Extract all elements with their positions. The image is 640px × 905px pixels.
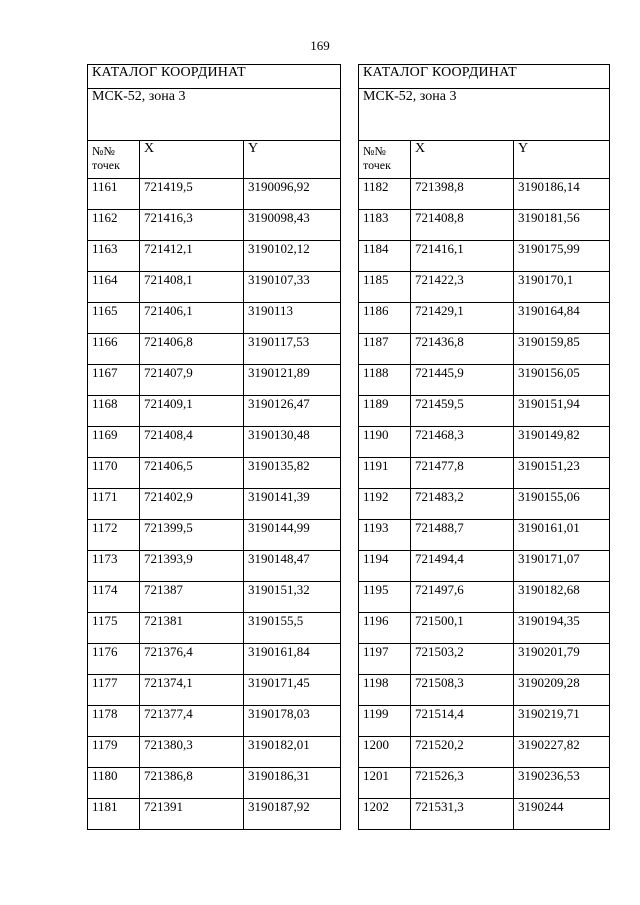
table-row xyxy=(359,737,610,768)
x-coordinate-cell: 721393,9 xyxy=(140,551,244,582)
point-number-cell: 1178 xyxy=(88,706,140,737)
y-coordinate-cell: 3190175,99 xyxy=(514,241,610,272)
point-number-cell: 1191 xyxy=(359,458,411,489)
x-coordinate-cell: 721398,8 xyxy=(411,179,514,210)
point-number-cell: 1171 xyxy=(88,489,140,520)
y-coordinate-cell: 3190178,03 xyxy=(244,706,341,737)
point-number-cell: 1200 xyxy=(359,737,411,768)
x-coordinate-cell: 721377,4 xyxy=(140,706,244,737)
y-coordinate-cell: 3190186,31 xyxy=(244,768,341,799)
table-row xyxy=(359,365,610,396)
table-row xyxy=(88,644,341,675)
table-row xyxy=(359,458,610,489)
table-row xyxy=(88,458,341,489)
y-coordinate-cell: 3190098,43 xyxy=(244,210,341,241)
point-number-cell: 1166 xyxy=(88,334,140,365)
table-row xyxy=(359,768,610,799)
y-coordinate-cell: 3190135,82 xyxy=(244,458,341,489)
table-row xyxy=(359,644,610,675)
point-number-cell: 1192 xyxy=(359,489,411,520)
x-coordinate-cell: 721488,7 xyxy=(411,520,514,551)
table-row xyxy=(359,272,610,303)
x-coordinate-cell: 721429,1 xyxy=(411,303,514,334)
point-number-cell: 1181 xyxy=(88,799,140,830)
point-number-cell: 1173 xyxy=(88,551,140,582)
table-row xyxy=(88,520,341,551)
point-number-cell: 1194 xyxy=(359,551,411,582)
x-coordinate-cell: 721531,3 xyxy=(411,799,514,830)
point-number-cell: 1199 xyxy=(359,706,411,737)
point-number-cell: 1195 xyxy=(359,582,411,613)
point-number-header-line1: №№ xyxy=(92,144,115,158)
table-row xyxy=(88,706,341,737)
point-number-header xyxy=(88,141,140,179)
x-coordinate-cell: 721468,3 xyxy=(411,427,514,458)
table-row xyxy=(359,179,610,210)
point-number-cell: 1201 xyxy=(359,768,411,799)
table-row xyxy=(88,551,341,582)
point-number-header-line1: №№ xyxy=(363,144,386,158)
table-row xyxy=(88,799,341,830)
y-coordinate-cell: 3190159,85 xyxy=(514,334,610,365)
table-title: КАТАЛОГ КООРДИНАТ xyxy=(88,65,341,89)
y-coordinate-cell: 3190194,35 xyxy=(514,613,610,644)
point-number-cell: 1161 xyxy=(88,179,140,210)
y-coordinate-cell: 3190186,14 xyxy=(514,179,610,210)
y-coordinate-cell: 3190201,79 xyxy=(514,644,610,675)
point-number-cell: 1186 xyxy=(359,303,411,334)
x-coordinate-cell: 721406,5 xyxy=(140,458,244,489)
y-coordinate-cell: 3190209,28 xyxy=(514,675,610,706)
table-row xyxy=(88,303,341,334)
point-number-header-line2: точек xyxy=(92,158,120,172)
y-coordinate-cell: 3190117,53 xyxy=(244,334,341,365)
point-number-cell: 1198 xyxy=(359,675,411,706)
table-row xyxy=(359,241,610,272)
y-coordinate-cell: 3190102,12 xyxy=(244,241,341,272)
x-coordinate-cell: 721422,3 xyxy=(411,272,514,303)
y-coordinate-cell: 3190155,06 xyxy=(514,489,610,520)
table-row xyxy=(88,179,341,210)
y-header: Y xyxy=(514,141,610,179)
table-row xyxy=(359,427,610,458)
x-coordinate-cell: 721376,4 xyxy=(140,644,244,675)
table-title: КАТАЛОГ КООРДИНАТ xyxy=(359,65,610,89)
table-row xyxy=(88,241,341,272)
x-coordinate-cell: 721520,2 xyxy=(411,737,514,768)
table-row xyxy=(359,613,610,644)
x-coordinate-cell: 721459,5 xyxy=(411,396,514,427)
y-coordinate-cell: 3190227,82 xyxy=(514,737,610,768)
x-coordinate-cell: 721436,8 xyxy=(411,334,514,365)
point-number-cell: 1164 xyxy=(88,272,140,303)
y-coordinate-cell: 3190182,68 xyxy=(514,582,610,613)
x-coordinate-cell: 721500,1 xyxy=(411,613,514,644)
table-row xyxy=(359,799,610,830)
point-number-cell: 1184 xyxy=(359,241,411,272)
table-row xyxy=(88,272,341,303)
point-number-cell: 1163 xyxy=(88,241,140,272)
x-coordinate-cell: 721391 xyxy=(140,799,244,830)
y-coordinate-cell: 3190148,47 xyxy=(244,551,341,582)
x-coordinate-cell: 721419,5 xyxy=(140,179,244,210)
table-subtitle: МСК-52, зона 3 xyxy=(88,89,341,141)
x-coordinate-cell: 721445,9 xyxy=(411,365,514,396)
x-coordinate-cell: 721408,8 xyxy=(411,210,514,241)
point-number-cell: 1179 xyxy=(88,737,140,768)
y-coordinate-cell: 3190151,32 xyxy=(244,582,341,613)
point-number-cell: 1170 xyxy=(88,458,140,489)
point-number-cell: 1197 xyxy=(359,644,411,675)
y-coordinate-cell: 3190171,45 xyxy=(244,675,341,706)
point-number-cell: 1167 xyxy=(88,365,140,396)
y-coordinate-cell: 3190236,53 xyxy=(514,768,610,799)
point-number-cell: 1183 xyxy=(359,210,411,241)
x-coordinate-cell: 721374,1 xyxy=(140,675,244,706)
x-coordinate-cell: 721386,8 xyxy=(140,768,244,799)
point-number-cell: 1165 xyxy=(88,303,140,334)
point-number-cell: 1162 xyxy=(88,210,140,241)
point-number-cell: 1168 xyxy=(88,396,140,427)
point-number-cell: 1202 xyxy=(359,799,411,830)
y-coordinate-cell: 3190244 xyxy=(514,799,610,830)
y-coordinate-cell: 3190181,56 xyxy=(514,210,610,241)
y-coordinate-cell: 3190113 xyxy=(244,303,341,334)
y-coordinate-cell: 3190182,01 xyxy=(244,737,341,768)
x-coordinate-cell: 721514,4 xyxy=(411,706,514,737)
x-coordinate-cell: 721406,8 xyxy=(140,334,244,365)
point-number-cell: 1180 xyxy=(88,768,140,799)
x-coordinate-cell: 721503,2 xyxy=(411,644,514,675)
table-row xyxy=(88,582,341,613)
page-number: 169 xyxy=(310,38,330,53)
table-row xyxy=(359,520,610,551)
y-coordinate-cell: 3190141,39 xyxy=(244,489,341,520)
x-header: X xyxy=(140,141,244,179)
x-coordinate-cell: 721387 xyxy=(140,582,244,613)
table-row xyxy=(359,582,610,613)
table-row xyxy=(359,706,610,737)
table-row xyxy=(359,551,610,582)
table-row xyxy=(359,489,610,520)
table-row xyxy=(359,396,610,427)
y-coordinate-cell: 3190121,89 xyxy=(244,365,341,396)
coordinate-catalog-table-left xyxy=(87,64,341,830)
table-row xyxy=(88,737,341,768)
x-coordinate-cell: 721381 xyxy=(140,613,244,644)
table-row xyxy=(359,210,610,241)
table-row xyxy=(88,768,341,799)
table-body xyxy=(88,179,341,830)
table-row xyxy=(88,675,341,706)
point-number-cell: 1193 xyxy=(359,520,411,551)
x-coordinate-cell: 721416,3 xyxy=(140,210,244,241)
x-coordinate-cell: 721402,9 xyxy=(140,489,244,520)
x-coordinate-cell: 721508,3 xyxy=(411,675,514,706)
y-coordinate-cell: 3190156,05 xyxy=(514,365,610,396)
point-number-cell: 1185 xyxy=(359,272,411,303)
point-number-cell: 1182 xyxy=(359,179,411,210)
y-coordinate-cell: 3190130,48 xyxy=(244,427,341,458)
y-coordinate-cell: 3190161,84 xyxy=(244,644,341,675)
point-number-cell: 1175 xyxy=(88,613,140,644)
point-number-cell: 1177 xyxy=(88,675,140,706)
point-number-cell: 1190 xyxy=(359,427,411,458)
point-number-cell: 1174 xyxy=(88,582,140,613)
coordinate-catalog-table-right xyxy=(358,64,610,830)
table-row xyxy=(359,675,610,706)
x-coordinate-cell: 721412,1 xyxy=(140,241,244,272)
table-row xyxy=(88,396,341,427)
x-coordinate-cell: 721526,3 xyxy=(411,768,514,799)
table-row xyxy=(88,365,341,396)
y-coordinate-cell: 3190161,01 xyxy=(514,520,610,551)
point-number-cell: 1189 xyxy=(359,396,411,427)
x-coordinate-cell: 721416,1 xyxy=(411,241,514,272)
y-coordinate-cell: 3190219,71 xyxy=(514,706,610,737)
y-header: Y xyxy=(244,141,341,179)
table-row xyxy=(88,427,341,458)
y-coordinate-cell: 3190149,82 xyxy=(514,427,610,458)
point-number-cell: 1176 xyxy=(88,644,140,675)
y-coordinate-cell: 3190107,33 xyxy=(244,272,341,303)
point-number-header xyxy=(359,141,411,179)
point-number-header-line2: точек xyxy=(363,158,391,172)
x-coordinate-cell: 721408,4 xyxy=(140,427,244,458)
x-coordinate-cell: 721380,3 xyxy=(140,737,244,768)
y-coordinate-cell: 3190096,92 xyxy=(244,179,341,210)
y-coordinate-cell: 3190151,23 xyxy=(514,458,610,489)
table-row xyxy=(88,210,341,241)
x-coordinate-cell: 721483,2 xyxy=(411,489,514,520)
table-row xyxy=(88,334,341,365)
point-number-cell: 1188 xyxy=(359,365,411,396)
y-coordinate-cell: 3190170,1 xyxy=(514,272,610,303)
x-coordinate-cell: 721399,5 xyxy=(140,520,244,551)
y-coordinate-cell: 3190164,84 xyxy=(514,303,610,334)
x-coordinate-cell: 721477,8 xyxy=(411,458,514,489)
y-coordinate-cell: 3190144,99 xyxy=(244,520,341,551)
point-number-cell: 1187 xyxy=(359,334,411,365)
point-number-cell: 1172 xyxy=(88,520,140,551)
table-row xyxy=(359,334,610,365)
y-coordinate-cell: 3190187,92 xyxy=(244,799,341,830)
y-coordinate-cell: 3190155,5 xyxy=(244,613,341,644)
x-coordinate-cell: 721408,1 xyxy=(140,272,244,303)
y-coordinate-cell: 3190151,94 xyxy=(514,396,610,427)
x-coordinate-cell: 721409,1 xyxy=(140,396,244,427)
point-number-cell: 1169 xyxy=(88,427,140,458)
table-row xyxy=(88,613,341,644)
x-coordinate-cell: 721494,4 xyxy=(411,551,514,582)
point-number-cell: 1196 xyxy=(359,613,411,644)
table-row xyxy=(88,489,341,520)
x-coordinate-cell: 721406,1 xyxy=(140,303,244,334)
y-coordinate-cell: 3190126,47 xyxy=(244,396,341,427)
table-row xyxy=(359,303,610,334)
y-coordinate-cell: 3190171,07 xyxy=(514,551,610,582)
x-coordinate-cell: 721407,9 xyxy=(140,365,244,396)
x-header: X xyxy=(411,141,514,179)
table-subtitle: МСК-52, зона 3 xyxy=(359,89,610,141)
x-coordinate-cell: 721497,6 xyxy=(411,582,514,613)
table-body xyxy=(359,179,610,830)
